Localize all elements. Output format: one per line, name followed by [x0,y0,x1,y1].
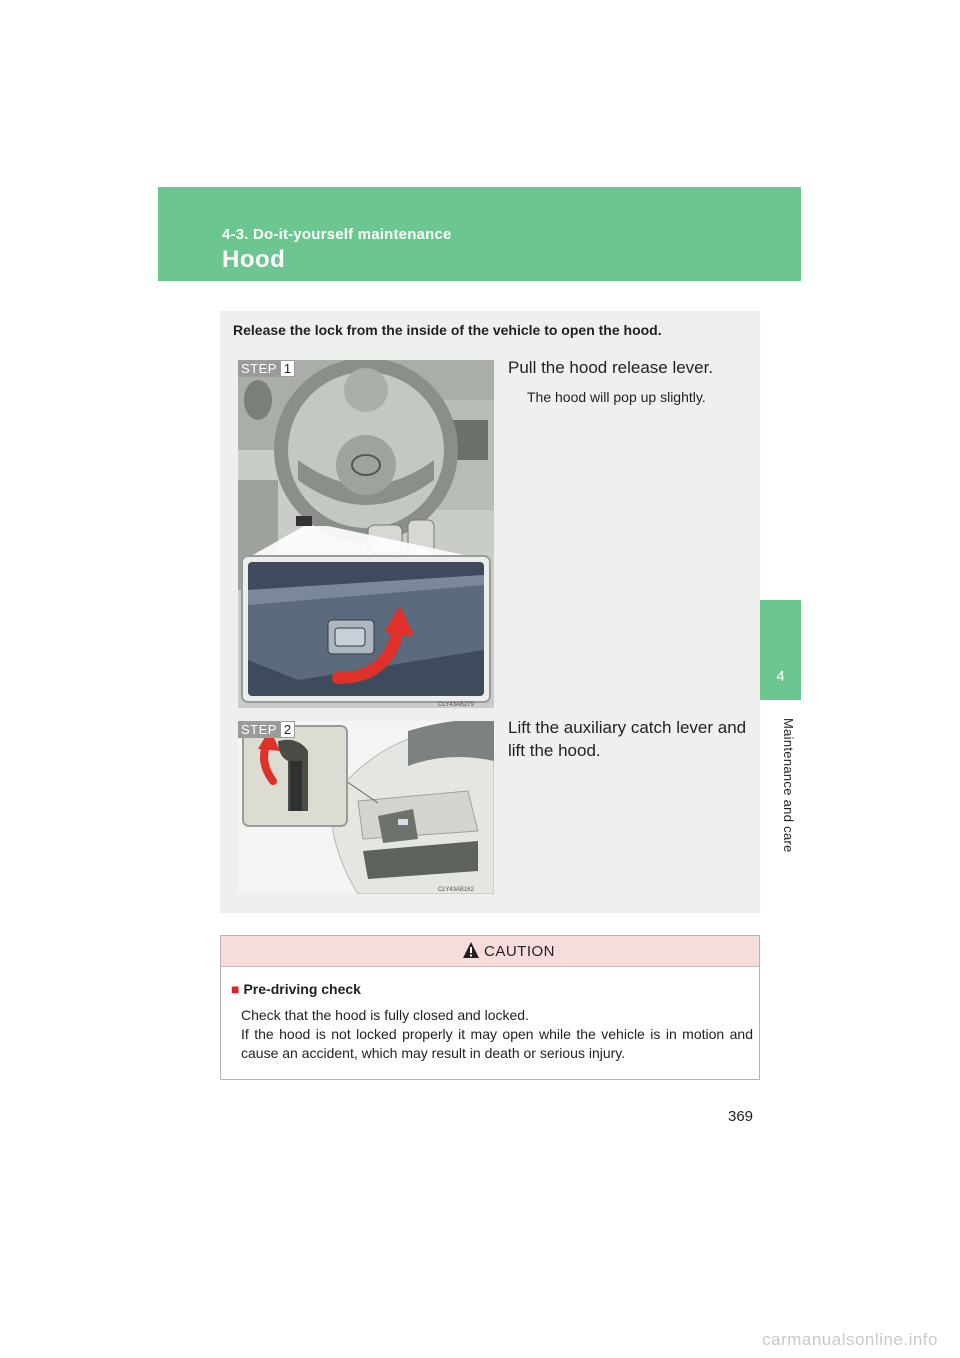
step2-badge-number: 2 [280,721,295,738]
caution-box [220,935,760,1080]
chapter-number: 4 [776,668,785,685]
caution-line-1: Check that the hood is fully closed and locked. [241,1007,529,1023]
step1-illustration [238,360,494,708]
watermark: carmanualsonline.info [762,1330,938,1349]
intro-text: Release the lock from the inside of the vehicle to open the hood. [233,322,662,338]
page-title: Hood [222,246,286,273]
chapter-tab [760,600,801,700]
step1-badge-word: STEP [238,360,280,377]
caution-title: CAUTION [484,943,555,960]
caution-subheading: ■ Pre-driving check [231,981,361,997]
chapter-label: Maintenance and care [781,718,796,853]
step2-image-code: CLY43AB162 [438,887,474,893]
caution-header [221,936,759,967]
step1-text: Pull the hood release lever. [508,358,714,377]
step2-badge [238,721,295,738]
step1-image-code: CLY43AB279 [438,702,474,708]
step1-subtext: The hood will pop up slightly. [527,389,706,405]
step2-badge-word: STEP [238,721,280,738]
step2-text: Lift the auxiliary catch lever and lift the hood. [508,718,747,760]
caution-body [241,1006,753,1063]
caution-line-2: If the hood is not locked properly it may open while the vehicle is in motion and cause an accident, which may result in death or serious injury. [241,1026,753,1061]
section-label: 4-3. Do-it-yourself maintenance [222,226,452,243]
step2-illustration [238,721,494,894]
warning-triangle-icon [462,941,480,959]
step1-badge-number: 1 [280,360,295,377]
step1-badge [238,360,295,377]
bullet-square-icon: ■ [231,981,240,997]
page-number: 369 [728,1108,754,1125]
